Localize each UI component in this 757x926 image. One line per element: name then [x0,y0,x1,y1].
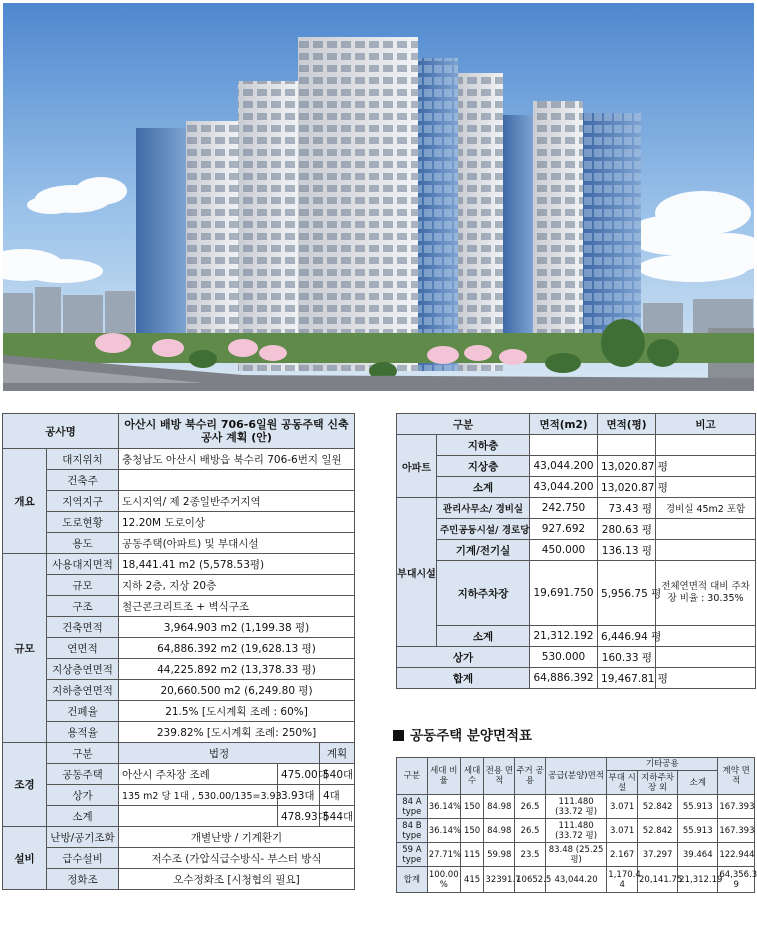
row-label: 상가 [397,647,530,668]
cell: 1,170.4 4 [607,867,638,893]
cell: 전체연면적 대비 주차장 비율 : 30.35% [656,561,756,626]
row-label: 건폐율 [47,701,119,722]
table-row [3,617,355,638]
header-cell: 기타공용 [607,758,718,771]
cell: 26.5 [515,795,546,819]
cell: 150 [460,795,484,819]
row-label: 건축주 [47,470,119,491]
table-row [3,414,355,449]
header-cell: 구분 [47,743,119,764]
row-label: 정화조 [47,869,119,890]
row-label: 소계 [47,806,119,827]
row-label: 기계/전기실 [437,540,530,561]
row-label: 지역지구 [47,491,119,512]
section-apt: 아파트 [397,435,437,498]
table-row [3,659,355,680]
row-label: 용적율 [47,722,119,743]
sale-table-heading [393,724,532,744]
cell: 64,886.392 [530,668,598,689]
cell: 21,312.192 [530,626,598,647]
apartment-rendering [3,3,754,391]
table-row [3,785,355,806]
row-label: 지하층 [437,435,530,456]
cell [598,435,656,456]
cell: 242.750 [530,498,598,519]
cell: 43,044.20 [545,867,606,893]
cell: 135 m2 당 1대 , 530.00/135=3.93 [119,785,278,806]
table-row [397,540,756,561]
cell: 36.14% [427,795,460,819]
header-cell: 주거 공용 [515,758,546,795]
header-cell: 구분 [397,758,428,795]
cell: 167.393 [718,819,755,843]
table-row [397,867,755,893]
row-label: 연면적 [47,638,119,659]
cell: 83.48 (25.25 평) [545,843,606,867]
row-value [119,470,355,491]
cell: 59.98 [484,843,515,867]
row-label: 소계 [437,477,530,498]
header-cell: 계약 면적 [718,758,755,795]
table-row [3,512,355,533]
header-cell: 지하주차 장 외 [638,771,678,795]
cell [119,806,278,827]
row-value: 철근콘크리트조 + 벽식구조 [119,596,355,617]
row-label: 대지위치 [47,449,119,470]
cell: 160.33 평 [598,647,656,668]
cell [656,540,756,561]
section-aux: 부대시설 [397,498,437,647]
cell: 150 [460,819,484,843]
table-row [397,819,755,843]
section-overview: 개요 [3,449,47,554]
cell: 19,467.81 평 [598,668,656,689]
row-value: 공동주택(아파트) 및 부대시설 [119,533,355,554]
cell: 6,446.94 평 [598,626,656,647]
row-value: 12.20M 도로이상 [119,512,355,533]
table-row [3,554,355,575]
header-cell: 법정 [119,743,320,764]
row-value: 도시지역/ 제 2종일반주거지역 [119,491,355,512]
cell: 475.00대 [278,764,320,785]
cell: 73.43 평 [598,498,656,519]
cell: 36.14% [427,819,460,843]
cell: 52.842 [638,795,678,819]
cell: 27.71% [427,843,460,867]
cell: 3.93대 [278,785,320,806]
header-cell: 전용 면적 [484,758,515,795]
cell: 3.071 [607,819,638,843]
cell: 39.464 [678,843,718,867]
row-label: 59 A type [397,843,428,867]
header-cell: 비고 [656,414,756,435]
table-row [397,477,756,498]
cell [656,477,756,498]
header-cell: 세대 수 [460,758,484,795]
cell: 115 [460,843,484,867]
cell: 2.167 [607,843,638,867]
table-row [3,722,355,743]
row-label: 난방/공기조화 [47,827,119,848]
cell [656,626,756,647]
table-row [397,626,756,647]
table-row [397,414,756,435]
row-value: 18,441.41 m2 (5,578.53평) [119,554,355,575]
cell: 530.000 [530,647,598,668]
table-row [3,743,355,764]
row-value: 239.82% [도시계획 조례: 250%] [119,722,355,743]
cell: 122.944 [718,843,755,867]
row-label: 지하주차장 [437,561,530,626]
cell: 450.000 [530,540,598,561]
cell: 136.13 평 [598,540,656,561]
project-title-label: 공사명 [3,414,119,449]
table-row [3,470,355,491]
table-row [397,647,756,668]
row-label: 관리사무소/ 경비실 [437,498,530,519]
row-label: 합계 [397,867,428,893]
cell: 544대 [320,806,355,827]
cell: 84.98 [484,795,515,819]
sale-heading-text: 공동주택 분양면적표 [410,728,533,744]
cell: 280.63 평 [598,519,656,540]
row-value: 21.5% [도시계획 조례 : 60%] [119,701,355,722]
table-row [397,498,756,519]
table-row [397,456,756,477]
cell: 415 [460,867,484,893]
cell [656,668,756,689]
header-cell: 공급(분양)면적 [545,758,606,795]
section-scale: 규모 [3,554,47,743]
table-row [397,758,755,771]
cell: 19,691.750 [530,561,598,626]
table-row [397,561,756,626]
row-label: 상가 [47,785,119,806]
cell: 21,312.19 [678,867,718,893]
row-value: 오수정화조 [시청협의 필요] [119,869,355,890]
row-label: 주민공동시설/ 경로당 [437,519,530,540]
cell: 64,356.3 9 [718,867,755,893]
cell [656,456,756,477]
row-label: 84 B type [397,819,428,843]
table-row [3,491,355,512]
cell: 4대 [320,785,355,806]
header-cell: 부대 시설 [608,772,636,793]
cell: 아산시 주차장 조례 [119,764,278,785]
header-cell: 계획 [320,743,355,764]
cell: 경비실 45m2 포함 [656,498,756,519]
table-row [397,519,756,540]
cell: 111.480 (33.72 평) [545,795,606,819]
section-landscape: 조경 [3,743,47,827]
row-label: 합계 [397,668,530,689]
row-value: 44,225.892 m2 (13,378.33 평) [119,659,355,680]
cell: 43,044.200 [530,456,598,477]
header-cell: 구분 [397,414,530,435]
row-label: 도로현황 [47,512,119,533]
cell: 5,956.75 평 [598,561,656,626]
table-row [3,596,355,617]
row-label: 지상층연면적 [47,659,119,680]
row-label: 규모 [47,575,119,596]
table-row [397,668,756,689]
table-row [3,638,355,659]
row-value: 20,660.500 m2 (6,249.80 평) [119,680,355,701]
cell: 20,141.75 [638,867,678,893]
project-overview-table [2,413,355,890]
table-row [3,869,355,890]
cell [656,435,756,456]
table-row [3,827,355,848]
cell [656,647,756,668]
row-label: 급수설비 [47,848,119,869]
cell: 167.393 [718,795,755,819]
table-row [397,795,755,819]
area-table [396,413,756,689]
cell: 10652.5 [515,867,546,893]
cell: 13,020.87 평 [598,456,656,477]
row-value: 64,886.392 m2 (19,628.13 평) [119,638,355,659]
table-row [3,848,355,869]
table-row [3,533,355,554]
table-row [3,764,355,785]
table-row [3,575,355,596]
cell: 55.913 [678,819,718,843]
section-facility: 설비 [3,827,47,890]
cell: 37.297 [638,843,678,867]
row-value: 지하 2층, 지상 20층 [119,575,355,596]
row-label: 84 A type [397,795,428,819]
cell: 111.480 (33.72 평) [545,819,606,843]
row-label: 지상층 [437,456,530,477]
header-cell: 소계 [678,771,718,795]
row-label: 용도 [47,533,119,554]
table-row [3,449,355,470]
row-value: 저수조 (가압식급수방식- 부스터 방식 [119,848,355,869]
row-label: 사용대지면적 [47,554,119,575]
row-value: 개별난방 / 기계환기 [119,827,355,848]
row-label: 지하층연면적 [47,680,119,701]
row-label: 구조 [47,596,119,617]
table-row [397,435,756,456]
header-cell: 면적(평) [598,414,656,435]
header-cell: 세대 비율 [427,758,460,795]
cell: 927.692 [530,519,598,540]
row-label: 공동주택 [47,764,119,785]
cell: 52.842 [638,819,678,843]
cell [656,519,756,540]
table-row [3,680,355,701]
cell: 100.00 % [427,867,460,893]
header-cell: 면적(m2) [530,414,598,435]
cell: 478.93대 [278,806,320,827]
cell: 13,020.87 평 [598,477,656,498]
table-row [3,806,355,827]
row-value: 3,964.903 m2 (1,199.38 평) [119,617,355,638]
cell: 26.5 [515,819,546,843]
row-label: 건축면적 [47,617,119,638]
table-row [3,701,355,722]
cell: 43,044.200 [530,477,598,498]
row-value: 충청남도 아산시 배방읍 북수리 706-6번지 일원 [119,449,355,470]
row-label: 소계 [437,626,530,647]
table-row [397,843,755,867]
cell: 84.98 [484,819,515,843]
cell: 55.913 [678,795,718,819]
project-title-value: 아산시 배방 북수리 706-6일원 공동주택 신축공사 계획 (안) [119,414,355,449]
cell [530,435,598,456]
square-bullet-icon [393,730,404,741]
cell: 23.5 [515,843,546,867]
cell: 540대 [320,764,355,785]
cell: 3.071 [607,795,638,819]
cell: 32391.7 [484,867,515,893]
sale-area-table [396,757,755,893]
